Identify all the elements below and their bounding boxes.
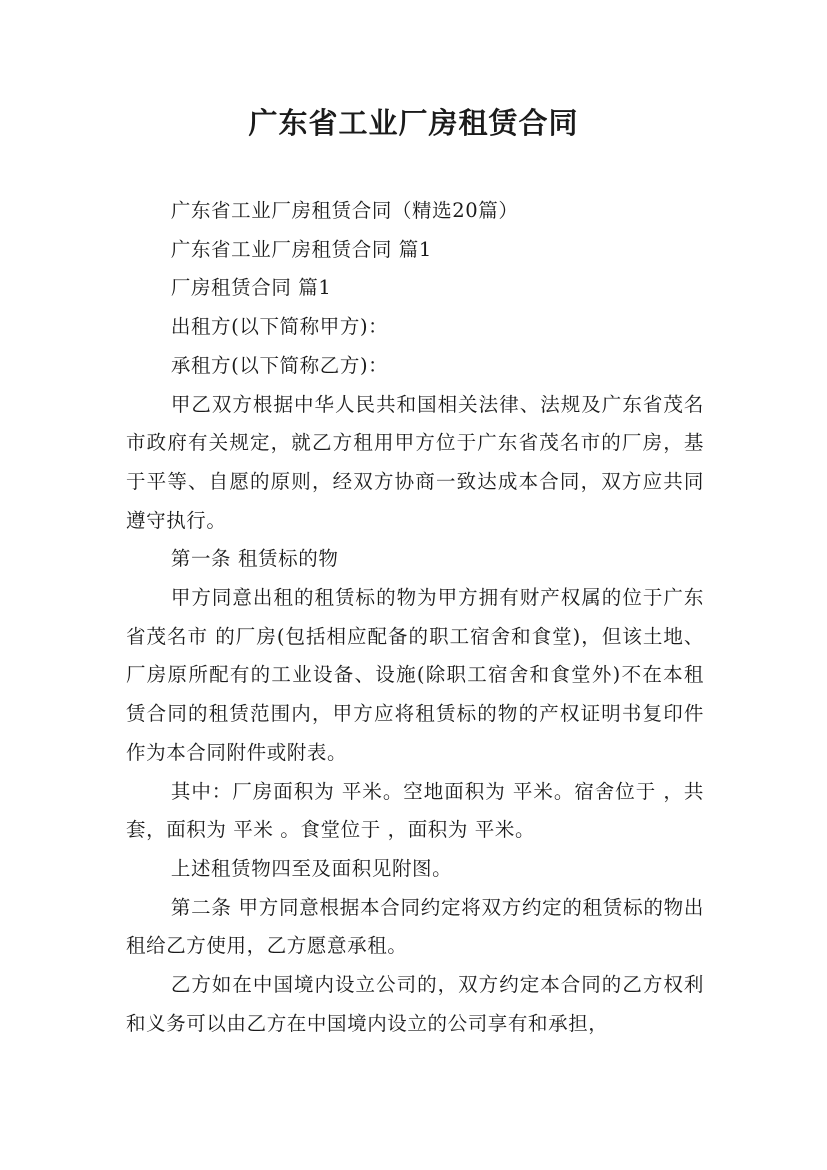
document-body — [126, 192, 704, 1043]
paragraph-boundaries: 上述租赁物四至及面积见附图。 — [170, 856, 453, 880]
paragraph-preamble: 甲乙双方根据中华人民共和国相关法律、法规及广东省茂名市政府有关规定，就乙方租用甲方位于广东省茂名市的厂房，基于平等、自愿的原则，经双方协商一致达成本合同，双方应共同遵守执行。 — [126, 392, 704, 532]
paragraph-section-heading: 广东省工业厂房租赁合同 篇1 — [170, 237, 432, 261]
paragraph-article-1-heading: 第一条 租赁标的物 — [170, 547, 339, 571]
paragraph-company-clause: 乙方如在中国境内设立公司的，双方约定本合同的乙方权利和义务可以由乙方在中国境内设立的公司享有和承担， — [126, 973, 704, 1035]
paragraph-lessee: 承租方(以下简称乙方)： — [170, 353, 389, 377]
document-title: 广东省工业厂房租赁合同 — [248, 106, 579, 140]
paragraph-areas: 其中：厂房面积为 平米。空地面积为 平米。宿舍位于 ，共 套，面积为 平米 。食堂位于 ，面积为 平米。 — [126, 779, 704, 842]
paragraph-subtitle: 广东省工业厂房租赁合同（精选20篇） — [170, 199, 519, 222]
paragraph-lessor: 出租方(以下简称甲方)： — [170, 315, 389, 339]
paragraph-article-1-body: 甲方同意出租的租赁标的物为甲方拥有财产权属的位于广东省茂名市 的厂房(包括相应配备的职工宿舍和食堂)，但该土地、厂房原所配有的工业设备、设施(除职工宿舍和食堂外)不在本租赁合同的租赁范围内，甲方应将租赁标的物的产权证明书复印件作为本合同附件或附表。 — [126, 586, 704, 764]
paragraph-article-2: 第二条 甲方同意根据本合同约定将双方约定的租赁标的物出租给乙方使用，乙方愿意承租。 — [126, 895, 704, 958]
paragraph-contract-heading: 厂房租赁合同 篇1 — [170, 276, 332, 300]
